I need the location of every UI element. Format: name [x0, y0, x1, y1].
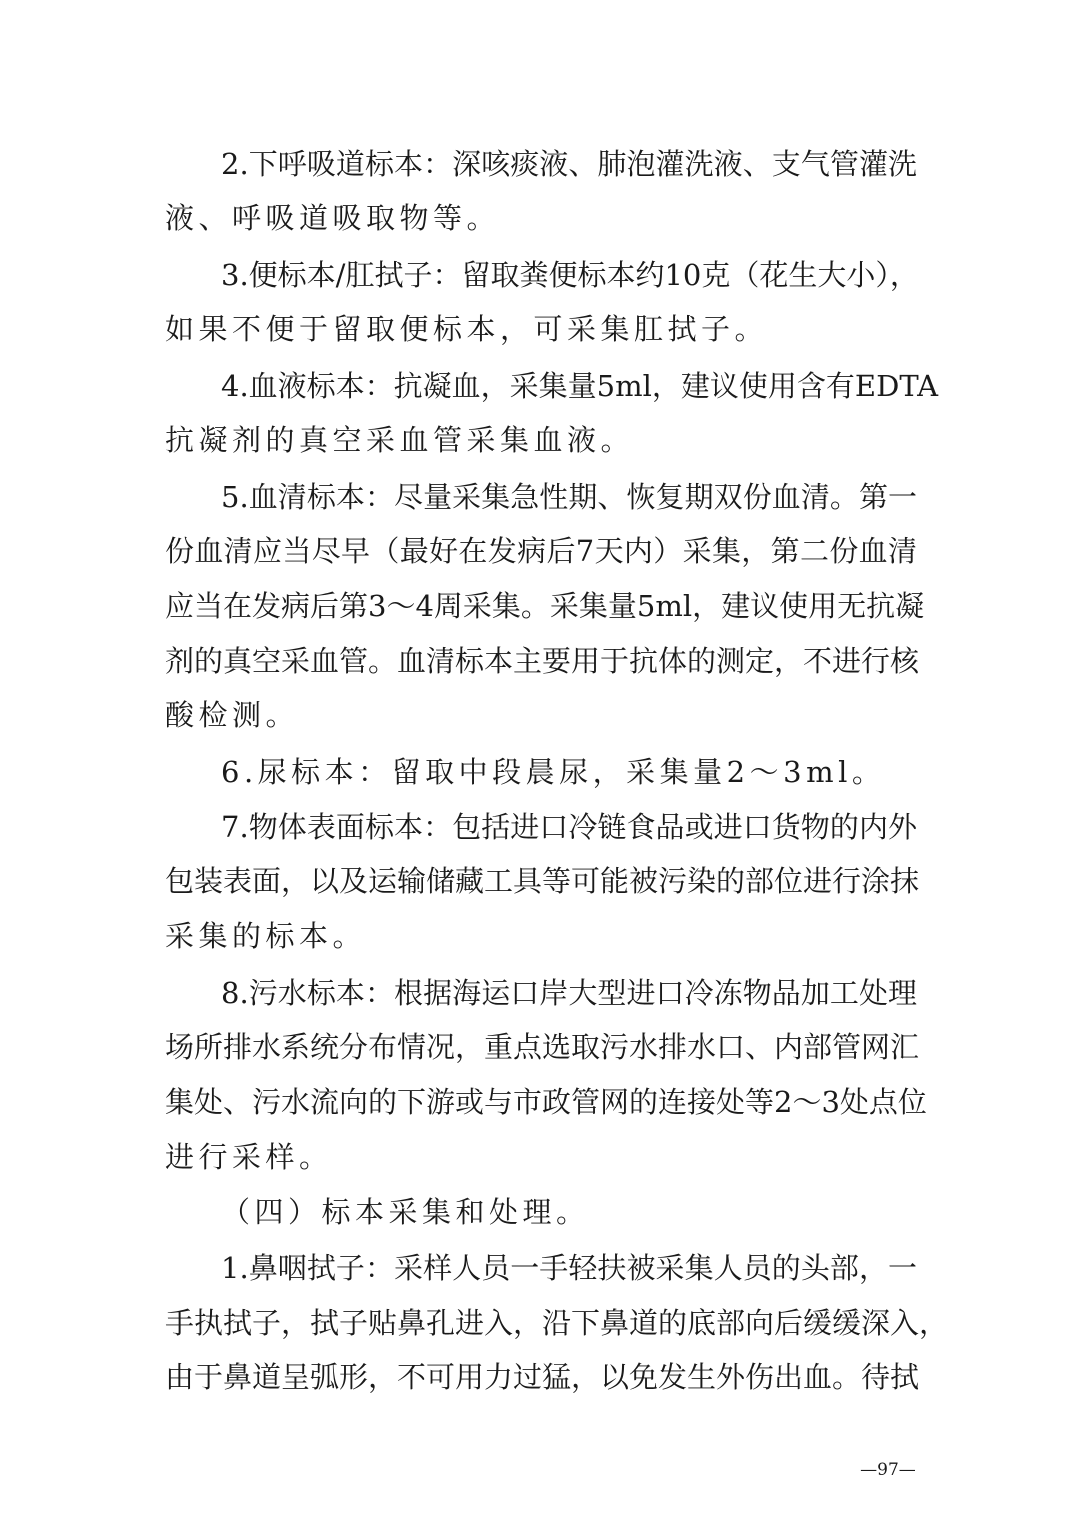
text-line: 应当在发病后第3～4周采集。采集量5ml，建议使用无抗凝 [165, 589, 925, 623]
text-line: 液、呼吸道吸取物等。 [165, 201, 501, 235]
text-line: 手执拭子，拭子贴鼻孔进入，沿下鼻道的底部向后缓缓深入， [165, 1306, 949, 1340]
text-line: 进行采样。 [165, 1140, 333, 1174]
text-line: 场所排水系统分布情况，重点选取污水排水口、内部管网汇 [165, 1030, 920, 1064]
text-line: 剂的真空采血管。血清标本主要用于抗体的测定，不进行核 [165, 644, 920, 678]
text-line: 集处、污水流向的下游或与市政管网的连接处等2～3处点位 [165, 1085, 927, 1119]
page-number: —97— [860, 1460, 916, 1480]
text-line: 3.便标本/肛拭子：留取粪便标本约10克（花生大小）， [221, 258, 919, 292]
text-line: 抗凝剂的真空采血管采集血液。 [165, 423, 635, 457]
text-line: 采集的标本。 [165, 919, 367, 953]
text-line: 包装表面，以及运输储藏工具等可能被污染的部位进行涂抹 [165, 864, 920, 898]
text-line: 4.血液标本：抗凝血，采集量5ml，建议使用含有EDTA [221, 369, 939, 403]
text-line: 7.物体表面标本：包括进口冷链食品或进口货物的内外 [221, 810, 917, 844]
text-line: 5.血清标本：尽量采集急性期、恢复期双份血清。第一 [221, 480, 917, 514]
text-line: 8.污水标本：根据海运口岸大型进口冷冻物品加工处理 [221, 976, 917, 1010]
text-line: 1.鼻咽拭子：采样人员一手轻扶被采集人员的头部，一 [221, 1251, 917, 1285]
text-line: 由于鼻道呈弧形，不可用力过猛，以免发生外伤出血。待拭 [165, 1360, 920, 1394]
text-line: 2.下呼吸道标本：深咳痰液、肺泡灌洗液、支气管灌洗 [221, 147, 917, 181]
text-line: 酸检测。 [165, 698, 300, 732]
text-line: 如果不便于留取便标本，可采集肛拭子。 [165, 312, 769, 346]
text-line: 份血清应当尽早（最好在发病后7天内）采集，第二份血清 [165, 534, 917, 568]
text-line: 6.尿标本：留取中段晨尿，采集量2～3ml。 [221, 755, 886, 789]
section-heading: （四）标本采集和处理。 [221, 1195, 590, 1229]
